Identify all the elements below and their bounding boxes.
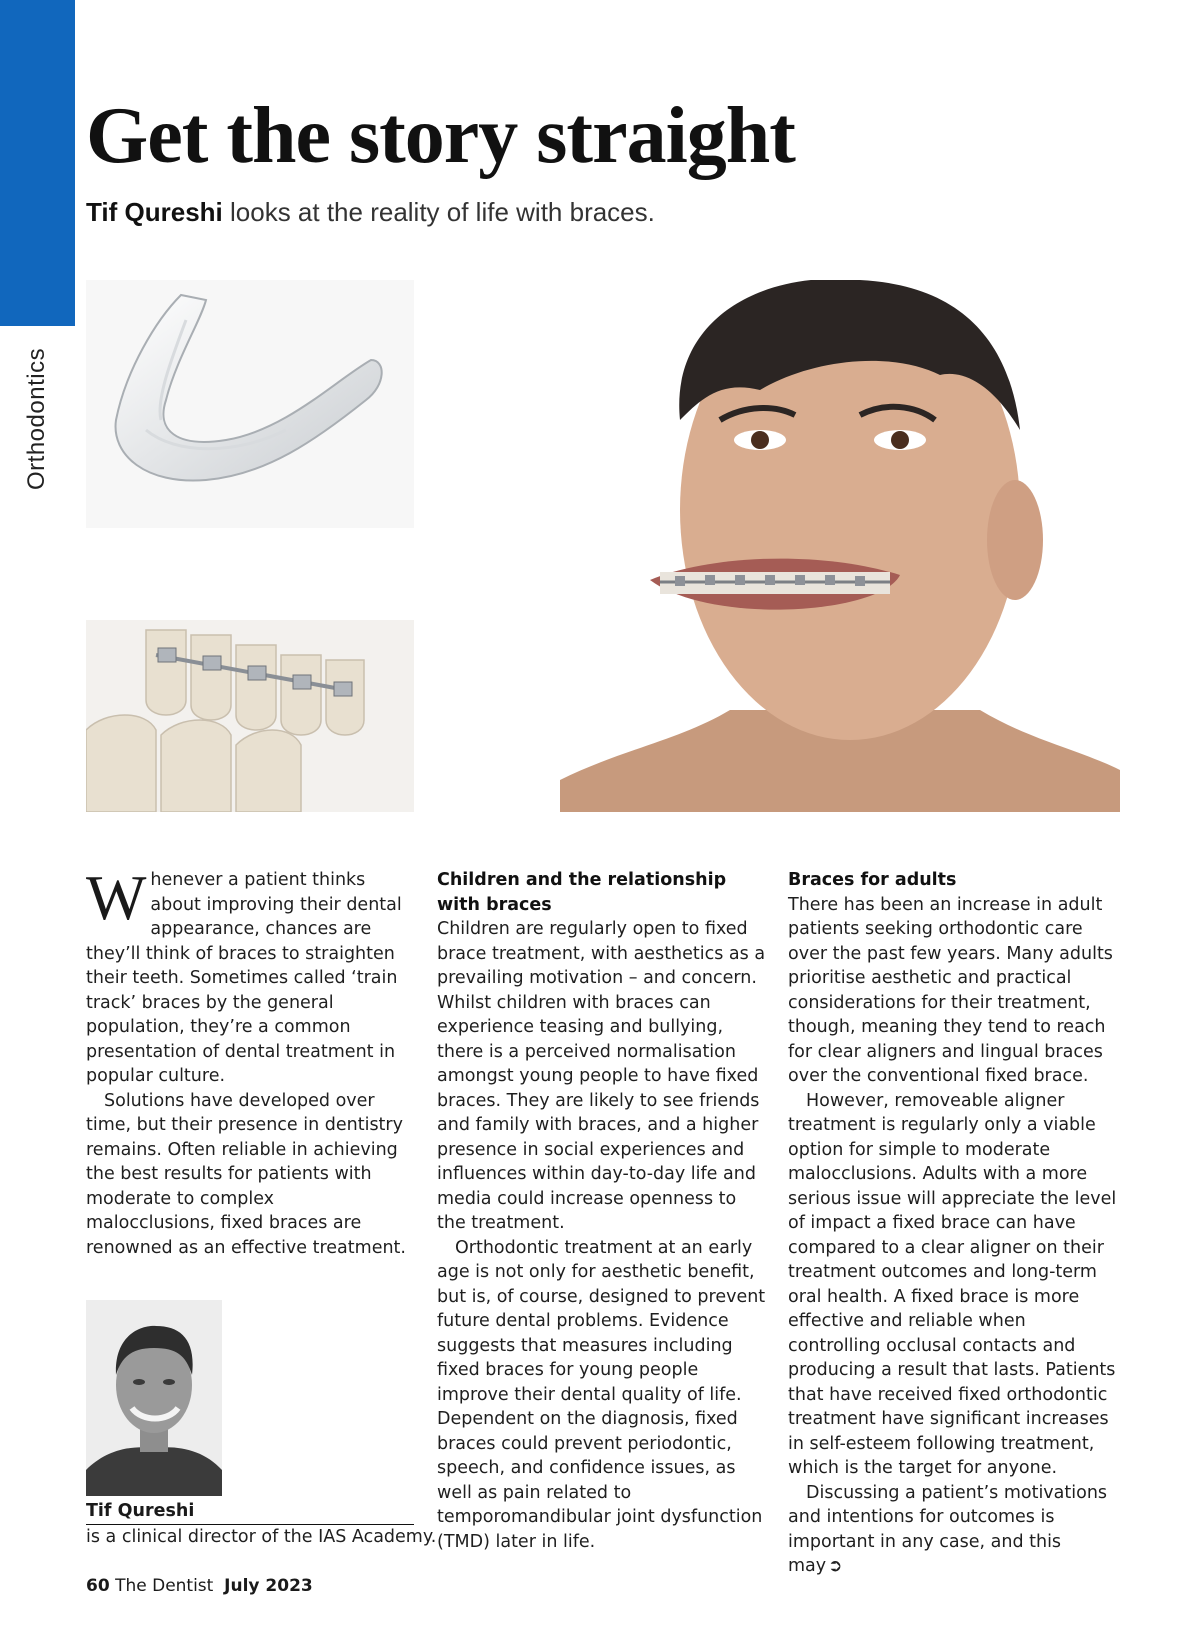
body-paragraph: There has been an increase in adult patients seeking orthodontic care over the past few years. Many adults prioritise aesthetic and practical considerations for their treatment, though, meaning they tend to reach for clear aligners and lingual braces over the conventional fixed brace. bbox=[788, 894, 1113, 1086]
standfirst-text: looks at the reality of life with braces. bbox=[222, 197, 655, 227]
body-paragraph: However, removeable aligner treatment is regularly only a viable option for simple to moderate malocclusions. Adults with a more serious issue will appreciate the level of impact a fixed brace can have compared to a clear aligner on their treatment outcomes and long-term oral health. A fixed brace is more effective and reliable when controlling occlusal contacts and producing a result that lasts. Patients that have received fixed orthodontic treatment have significant increases in self-esteem following treatment, which is the target for anyone. bbox=[788, 1090, 1117, 1478]
author-photo bbox=[86, 1300, 222, 1496]
aligner-photo bbox=[86, 280, 414, 528]
body-paragraph: Children are regularly open to fixed brace treatment, with aesthetics as a prevailing motivation – and concern. Whilst children with braces can experience teasing and bullying, there is a perceived normalisation amongst young people to have fixed braces. They are likely to see friends and family with braces, and a higher presence in social experiences and influences within day-to-day life and media could increase openness to the treatment. bbox=[437, 919, 766, 1233]
section-label: Orthodontics bbox=[23, 347, 50, 490]
body-paragraph: Orthodontic treatment at an early age is not only for aesthetic benefit, but is, of course, designed to prevent future dental problems. Evidence suggests that measures including fixed braces for young people improve their dental quality of life. Dependent on the diagnosis, fixed braces could prevent periodontic, speech, and confidence issues, as well as pain related to temporomandibular joint dysfunction (TMD) later in life. bbox=[437, 1237, 766, 1552]
intro-text: henever a patient thinks about improving their dental appearance, chances are they’ll think of braces to straighten their teeth. Sometimes called ‘train track’ braces by the general population, they’re a common presentation of dental treatment in popular culture. bbox=[86, 870, 402, 1086]
page-footer bbox=[86, 1576, 313, 1596]
subheading-adults: Braces for adults bbox=[788, 870, 957, 890]
author-role: is a clinical director of the IAS Academy. bbox=[86, 1527, 437, 1547]
article-title: Get the story straight bbox=[86, 92, 795, 180]
standfirst-author: Tif Qureshi bbox=[86, 197, 223, 227]
section-color-bar bbox=[0, 0, 75, 326]
drop-cap: W bbox=[86, 862, 147, 933]
braces-model-photo bbox=[86, 620, 414, 812]
patient-photo bbox=[560, 280, 1120, 812]
body-paragraph: Solutions have developed over time, but their presence in dentistry remains. Often reliable in achieving the best results for patients with moderate to complex malocclusions, fixed braces are renowned as an effective treatment. bbox=[86, 1090, 406, 1258]
body-paragraph-continued bbox=[788, 1481, 1118, 1579]
standfirst bbox=[86, 194, 655, 230]
page-number: 60 bbox=[86, 1576, 110, 1596]
intro-paragraph bbox=[86, 862, 408, 1089]
author-name: Tif Qureshi bbox=[86, 1500, 414, 1525]
continue-arrow-icon: ➲ bbox=[828, 1556, 843, 1576]
issue-date: July 2023 bbox=[224, 1576, 313, 1596]
article-column-3 bbox=[788, 868, 1118, 1579]
article-column-2 bbox=[437, 868, 767, 1554]
subheading-children: Children and the relationship with braces bbox=[437, 870, 727, 915]
article-column-1 bbox=[86, 862, 408, 1260]
continued-text: Discussing a patient’s motivations and intentions for outcomes is important in any case, and this may bbox=[788, 1482, 1108, 1576]
publication-name: The Dentist bbox=[115, 1576, 214, 1596]
